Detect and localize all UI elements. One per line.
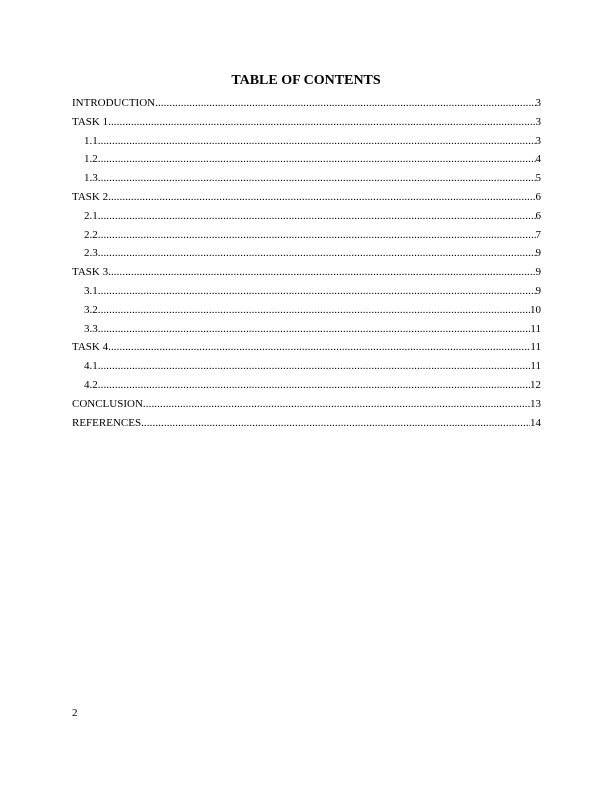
- toc-entry-label: 1.2: [84, 153, 98, 166]
- toc-entry-page: 6: [535, 209, 541, 222]
- toc-entry-label: 2.2: [84, 228, 98, 241]
- toc-dot-leader: [108, 188, 535, 207]
- toc-entry-task-3[interactable]: [72, 263, 541, 282]
- toc-entry-label: TASK 1: [72, 115, 109, 128]
- toc-entry-label: 3.1: [84, 284, 98, 297]
- toc-dot-leader: [98, 376, 530, 395]
- toc-entry-1-1[interactable]: [72, 132, 541, 151]
- toc-dot-leader: [98, 357, 531, 376]
- toc-entry-3-2[interactable]: [72, 301, 541, 320]
- toc-entry-label: INTRODUCTION: [72, 97, 156, 109]
- toc-dot-leader: [98, 150, 536, 169]
- toc-entry-page: 4: [535, 153, 541, 166]
- toc-dot-leader: [143, 395, 530, 414]
- toc-entry-page: 3: [535, 134, 541, 147]
- toc-dot-leader: [98, 301, 530, 320]
- toc-entry-page: 12: [530, 378, 541, 391]
- toc-dot-leader: [98, 169, 536, 188]
- toc-entry-page: 14: [530, 416, 541, 429]
- toc-dot-leader: [98, 226, 536, 245]
- toc-entry-label: CONCLUSION: [72, 397, 143, 410]
- toc-entry-label: 2.1: [84, 209, 98, 222]
- toc-entry-3-3[interactable]: [72, 320, 541, 339]
- toc-entry-task-1[interactable]: [72, 113, 541, 132]
- toc-entry-conclusion[interactable]: [72, 395, 541, 414]
- toc-entry-label: TASK 2: [72, 190, 109, 203]
- toc-entry-1-3[interactable]: [72, 169, 541, 188]
- toc-entry-page: 3: [535, 115, 541, 128]
- toc-entry-page: 9: [535, 247, 541, 260]
- toc-entry-page: 11: [530, 360, 541, 373]
- toc-entry-references[interactable]: [72, 414, 541, 433]
- toc-entry-label: 3.3: [84, 322, 98, 335]
- toc-entry-label: REFERENCES: [72, 416, 142, 429]
- toc-dot-leader: [98, 282, 536, 301]
- toc-entry-task-4[interactable]: [72, 338, 541, 357]
- toc-entry-1-2[interactable]: [72, 150, 541, 169]
- toc-entry-page: 7: [535, 228, 541, 241]
- toc-entry-page: 5: [535, 172, 541, 185]
- toc-dot-leader: [98, 132, 536, 151]
- table-of-contents: [72, 94, 541, 432]
- toc-entry-3-1[interactable]: [72, 282, 541, 301]
- toc-entry-label: 1.3: [84, 172, 98, 185]
- page-title: TABLE OF CONTENTS: [231, 73, 381, 88]
- toc-dot-leader: [108, 263, 535, 282]
- toc-entry-label: 3.2: [84, 303, 98, 316]
- toc-entry-4-2[interactable]: [72, 376, 541, 395]
- page-number: 2: [72, 707, 78, 719]
- toc-dot-leader: [141, 414, 530, 433]
- toc-entry-2-2[interactable]: [72, 226, 541, 245]
- toc-entry-2-1[interactable]: [72, 207, 541, 226]
- toc-dot-leader: [98, 320, 531, 339]
- toc-entry-task-2[interactable]: [72, 188, 541, 207]
- toc-dot-leader: [98, 244, 536, 263]
- toc-entry-4-1[interactable]: [72, 357, 541, 376]
- toc-dot-leader: [108, 338, 530, 357]
- toc-entry-page: 10: [530, 303, 541, 316]
- toc-entry-page: 11: [530, 322, 541, 335]
- toc-entry-page: 6: [535, 190, 541, 203]
- toc-entry-2-3[interactable]: [72, 244, 541, 263]
- toc-entry-label: 4.2: [84, 378, 98, 391]
- toc-entry-introduction[interactable]: [72, 94, 541, 113]
- toc-entry-page: 9: [535, 266, 541, 279]
- toc-dot-leader: [108, 113, 535, 132]
- toc-entry-page: 13: [530, 397, 541, 410]
- toc-entry-label: 2.3: [84, 247, 98, 260]
- toc-entry-label: 4.1: [84, 360, 98, 373]
- toc-entry-page: 9: [535, 284, 541, 297]
- toc-entry-page: 11: [530, 341, 541, 354]
- toc-dot-leader: [98, 207, 536, 226]
- toc-entry-label: TASK 3: [72, 266, 109, 279]
- toc-entry-label: 1.1: [84, 134, 98, 147]
- toc-entry-page: 3: [535, 97, 541, 109]
- toc-entry-label: TASK 4: [72, 341, 109, 354]
- toc-dot-leader: [155, 94, 535, 113]
